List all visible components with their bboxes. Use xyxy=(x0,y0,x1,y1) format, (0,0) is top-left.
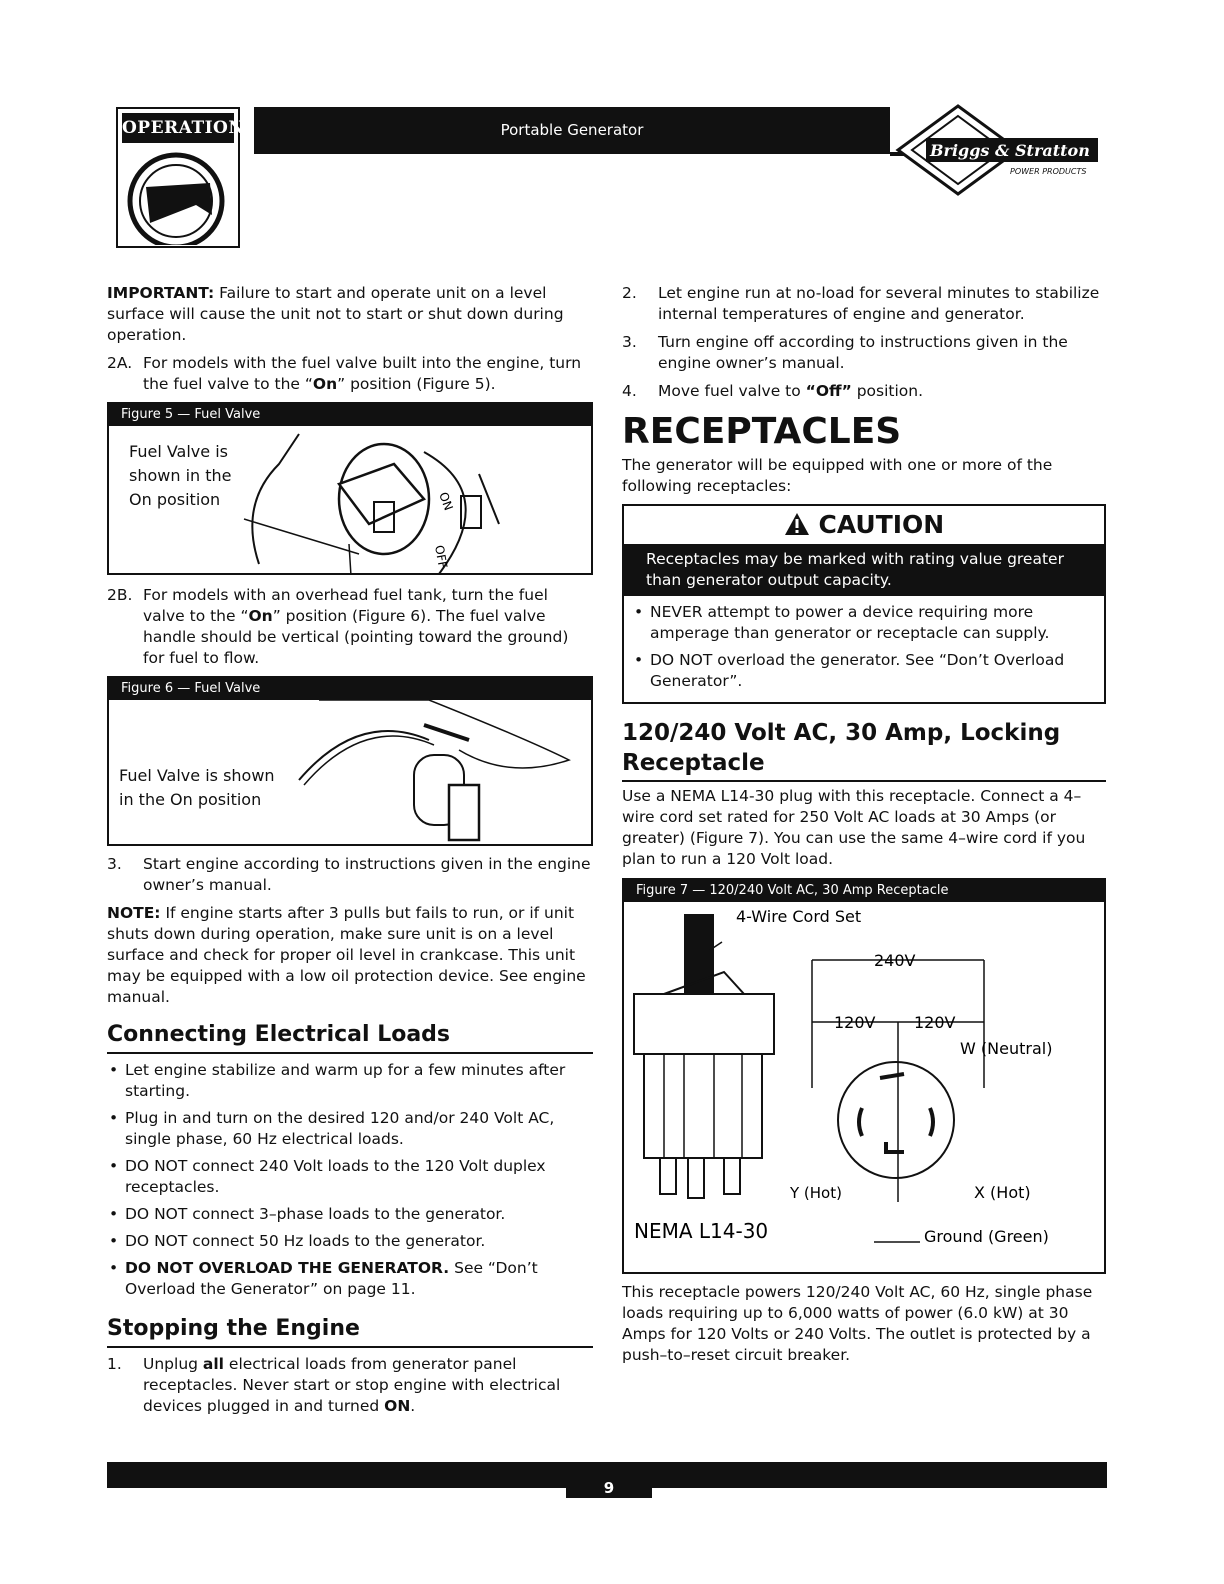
loads-list xyxy=(107,1060,593,1300)
dial-on-label: ON xyxy=(436,490,456,513)
locking-receptacle-heading: 120/240 Volt AC, 30 Amp, Locking Receptacle xyxy=(622,718,1106,782)
figure-5-title: Figure 5 — Fuel Valve xyxy=(109,404,591,426)
receptacles-intro: The generator will be equipped with one or more of the following receptacles: xyxy=(622,456,1053,495)
nema-label: NEMA L14-30 xyxy=(634,1219,769,1243)
briggs-stratton-logo xyxy=(890,102,1100,198)
step-text: Turn engine off according to instructions given in the engine owner’s manual. xyxy=(658,333,1068,372)
y-hot-label: Y (Hot) xyxy=(790,1184,842,1202)
on-label: ON xyxy=(384,1397,411,1415)
list-item: • Let engine stabilize and warm up for a few minutes after starting. xyxy=(107,1060,593,1102)
overload-warning: DO NOT OVERLOAD THE GENERATOR. xyxy=(125,1259,450,1277)
step-number: 3. xyxy=(622,333,637,351)
off-label: “Off” xyxy=(805,382,852,400)
step-2a xyxy=(107,353,593,395)
list-item: • DO NOT connect 3–phase loads to the generator. xyxy=(107,1204,593,1225)
figure-6 xyxy=(107,676,593,846)
overload-text: See “Don’t Overload the Generator” on page 11. xyxy=(125,1259,538,1298)
step-text: Start engine according to instructions given in the engine owner’s manual. xyxy=(143,855,591,894)
240v-label: 240V xyxy=(874,951,916,970)
figure-5-caption-line: shown in the xyxy=(129,466,232,485)
important-text: Failure to start and operate unit on a level surface will cause the unit not to start or shut down during operation. xyxy=(107,284,564,344)
on-label: On xyxy=(312,375,338,393)
step-text: ” position (Figure 5). xyxy=(337,375,496,393)
note-text: If engine starts after 3 pulls but fails to run, or if unit shuts down during operation, make sure unit is on a level surface and check for proper oil level in crankcase. This unit may be equipped with a low oil protection device. See engine manual. xyxy=(107,904,586,1006)
figure-7-title: Figure 7 — 120/240 Volt AC, 30 Amp Receptacle xyxy=(624,880,1104,902)
all-label: all xyxy=(202,1355,224,1373)
caution-title: CAUTION xyxy=(818,510,945,539)
step-text: electrical loads from generator panel receptacles. Never start or stop engine with electrical devices plugged in and turned xyxy=(143,1355,561,1415)
fuel-valve-illustration xyxy=(239,424,539,574)
figure-6-title: Figure 6 — Fuel Valve xyxy=(109,678,591,700)
note-paragraph xyxy=(107,903,593,1008)
caution-header xyxy=(624,506,1104,544)
operation-tab-logo xyxy=(116,107,245,248)
step-number: 2B. xyxy=(107,586,133,604)
step-text: For models with the fuel valve built into the engine, turn the fuel valve to the “ xyxy=(143,354,582,393)
step-text: . xyxy=(410,1397,416,1415)
header-title-bar: Portable Generator xyxy=(254,107,890,154)
step-2b xyxy=(107,585,593,669)
list-item xyxy=(107,1258,593,1300)
step-number: 1. xyxy=(107,1355,122,1373)
step-text: position. xyxy=(851,382,924,400)
page-number: 9 xyxy=(566,1462,652,1498)
operation-tab-label: OPERATION xyxy=(122,113,234,143)
dial-off-label: OFF xyxy=(432,544,450,570)
right-column xyxy=(622,283,1106,1373)
on-label: On xyxy=(248,607,273,625)
step-text: ” position (Figure 6). The fuel valve handle should be vertical (pointing toward the ground) for fuel to flow. xyxy=(143,607,569,667)
locking-receptacle-text: Use a NEMA L14-30 plug with this receptacle. Connect a 4–wire cord set rated for 250 Volt AC loads at 30 Amps (or greater) (Figure 7). You can use the same 4–wire cord if you plan to run a 120 Volt load. xyxy=(622,787,1086,868)
note-label: NOTE: xyxy=(107,904,161,922)
connecting-loads-heading: Connecting Electrical Loads xyxy=(107,1020,593,1054)
important-paragraph xyxy=(107,283,593,346)
neutral-label: W (Neutral) xyxy=(960,1039,1053,1058)
stop-step-1 xyxy=(107,1354,593,1417)
list-item: • Plug in and turn on the desired 120 and/or 240 Volt AC, single phase, 60 Hz electrical loads. xyxy=(107,1108,593,1150)
120v-label-b: 120V xyxy=(914,1013,956,1032)
step-3 xyxy=(622,332,1106,374)
receptacle-power-text: This receptacle powers 120/240 Volt AC, 60 Hz, single phase loads requiring up to 6,000 watts of power (6.0 kW) at 30 Amps for 120 Volts or 240 Volts. The outlet is protected by a push–to–reset circuit breaker. xyxy=(622,1283,1093,1364)
step-text: Move fuel valve to xyxy=(658,382,806,400)
figure-5 xyxy=(107,402,593,575)
step-text: Unplug xyxy=(143,1355,203,1373)
left-column xyxy=(107,283,593,1424)
figure-5-caption-line: On position xyxy=(129,490,221,509)
figure-5-caption-line: Fuel Valve is xyxy=(129,442,228,461)
step-4 xyxy=(622,381,1106,402)
arrow-icon xyxy=(118,145,238,245)
nema-l14-30-diagram xyxy=(624,902,1104,1274)
figure-7 xyxy=(622,878,1106,1274)
brand-name: Briggs & Stratton xyxy=(930,141,1090,160)
step-number: 4. xyxy=(622,382,637,400)
x-hot-label: X (Hot) xyxy=(974,1183,1031,1202)
step-text: Let engine run at no-load for several minutes to stabilize internal temperatures of engine and generator. xyxy=(658,284,1100,323)
ground-label: Ground (Green) xyxy=(924,1227,1049,1246)
step-number: 2. xyxy=(622,284,637,302)
overhead-fuel-valve-illustration xyxy=(169,700,589,848)
list-item: • DO NOT overload the generator. See “Don’t Overload Generator”. xyxy=(632,650,1096,692)
caution-box xyxy=(622,504,1106,704)
receptacles-heading: RECEPTACLES xyxy=(622,411,902,452)
cord-set-label: 4-Wire Cord Set xyxy=(736,907,862,926)
important-label: IMPORTANT: xyxy=(107,284,215,302)
stopping-engine-heading: Stopping the Engine xyxy=(107,1314,593,1348)
list-item: • NEVER attempt to power a device requiring more amperage than generator or receptacle can supply. xyxy=(632,602,1096,644)
120v-label-a: 120V xyxy=(834,1013,876,1032)
step-text: For models with an overhead fuel tank, turn the fuel valve to the “ xyxy=(143,586,548,625)
figure-6-caption-line: Fuel Valve is shown xyxy=(119,766,275,785)
brand-sub: POWER PRODUCTS xyxy=(1010,167,1087,176)
figure-6-caption-line: in the On position xyxy=(119,790,262,809)
step-number: 2A. xyxy=(107,354,133,372)
warning-triangle-icon xyxy=(784,512,810,536)
step-3 xyxy=(107,854,593,896)
list-item: • DO NOT connect 240 Volt loads to the 120 Volt duplex receptacles. xyxy=(107,1156,593,1198)
step-number: 3. xyxy=(107,855,122,873)
step-2 xyxy=(622,283,1106,325)
list-item: • DO NOT connect 50 Hz loads to the generator. xyxy=(107,1231,593,1252)
caution-banner: Receptacles may be marked with rating value greater than generator output capacity. xyxy=(624,544,1104,596)
